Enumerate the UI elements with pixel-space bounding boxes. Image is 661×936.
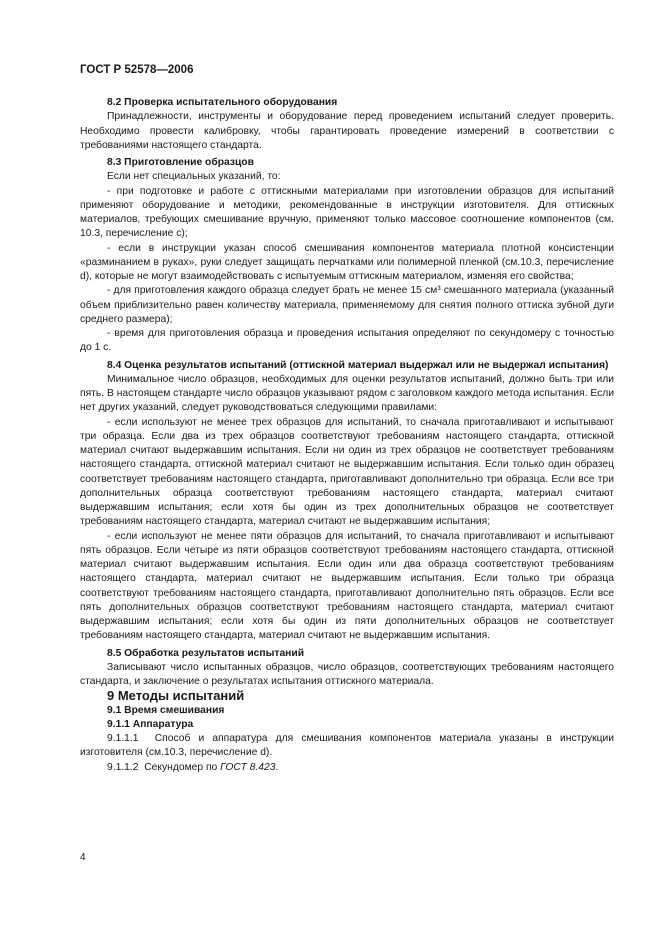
section-heading-9: 9 Методы испытаний <box>107 688 245 704</box>
clause-9-1-1-2 <box>80 761 614 775</box>
clause-end: . <box>275 761 279 773</box>
paragraph: Принадлежности, инструменты и оборудование перед проведением испытаний следует проверить. Необходимо провести калибровку, чтобы гарантировать проведение измерений в соответствии с требованиями настоящего стандарта. <box>80 111 614 151</box>
list-item: - если используют не менее пяти образцов для испытаний, то сначала приготавливают и испытывают пять образцов. Если четыре из пяти образцов соответствуют требованиям настоящего стандарта, оттискной материал считают выдержавшим испытания. Если один или два образца соответствуют требованиям настоящего стандарта, материал считают не выдержавшим испытания. Если только три образца соответствуют требованиям настоящего стандарта, приготавливают дополнительно пять образцов. Если все пять дополнительных образцов соответствуют требованиям настоящего стандарта, материал считают выдержавшим испытания; если хотя бы один из пяти дополнительных образцов не соответствует требованиям настоящего стандарта, материал считают не выдержавшим испытания. <box>80 530 614 642</box>
list-item: - для приготовления каждого образца следует брать не менее 15 см³ смешанного материала (указанный объем приблизительно равен количеству материала, применяемому для снятия полного оттиска зубной дуги среднего размера); <box>80 285 614 325</box>
clause-9-1-1-1 <box>80 732 614 761</box>
page-number: 4 <box>80 852 86 863</box>
paragraph: Записывают число испытанных образцов, число образцов, соответствующих требованиям настоящего стандарта, и заключение о результатах испытания оттискного материала. <box>80 661 614 687</box>
section-heading-8-5: 8.5 Обработка результатов испытаний <box>107 647 305 659</box>
clause-number: 9.1.1.1 <box>107 733 139 744</box>
clause-number: 9.1.1.2 <box>107 761 139 773</box>
clause-text: Способ и аппаратура для смешивания компонентов материала указаны в инструкции изготовителя (см.10.3, перечисление d). <box>80 733 614 759</box>
clause-text: Секундомер по <box>144 761 221 773</box>
paragraph: Если нет специальных указаний, то: <box>107 171 281 183</box>
section-heading-8-4: 8.4 Оценка результатов испытаний (оттискной материал выдержал или не выдержал испытания) <box>107 359 609 371</box>
list-item: - время для приготовления образца и проведения испытания определяют по секундомеру с точностью до 1 с. <box>80 328 614 354</box>
section-heading-8-3: 8.3 Приготовление образцов <box>107 157 254 168</box>
section-heading-9-1: 9.1 Время смешивания <box>107 704 225 716</box>
document-body <box>80 96 614 775</box>
section-heading-9-1-1: 9.1.1 Аппаратура <box>107 718 194 730</box>
list-item: - если в инструкции указан способ смешивания компонентов материала плотной консистенции «разминанием в руках», руки следует защищать перчатками или полимерной пленкой (см.10.3, перечисление d), которые не могут взаимодействовать с испытуемым оттискным материалом, изменяя его свойства; <box>80 242 614 282</box>
standard-reference-link: ГОСТ 8.423 <box>220 761 276 773</box>
paragraph: Минимальное число образцов, необходимых для оценки результатов испытаний, должно быть три или пять. В настоящем стандарте число образцов указывают рядом с заголовком каждого метода испытания. Если нет других указаний, следует руководствоваться следующими правилами: <box>80 373 614 414</box>
list-item: - если используют не менее трех образцов для испытаний, то сначала приготавливают и испытывают три образца. Если два из трех образцов соответствуют требованиям настоящего стандарта, оттискной материал считают выдержавшим испытания. Если ни один из трех образцов не соответствует требованиям настоящего стандарта, оттискной материал считают не выдержавшим испытания. Если только один образец соответствует требованиям настоящего стандарта, приготавливают дополнительно три образца. Если все три дополнительных образца соответствуют требованиям настоящего стандарта, материал считают выдержавшим испытания; если хотя бы один из трех дополнительных образцов не соответствует требованиям настоящего стандарта, материал считают не выдержавшим испытания; <box>80 416 614 528</box>
list-item: - при подготовке и работе с оттискными материалами при изготовлении образцов для испытаний применяют оборудование и методики, рекомендованные в инструкции изготовителя. Для оттискных материалов, требующих смешивание вручную, применяют только массовое соотношение компонентов (см. 10.3, перечисление с); <box>80 185 614 240</box>
section-heading-8-2: 8.2 Проверка испытательного оборудования <box>107 97 338 108</box>
document-code-header: ГОСТ Р 52578—2006 <box>80 64 194 76</box>
